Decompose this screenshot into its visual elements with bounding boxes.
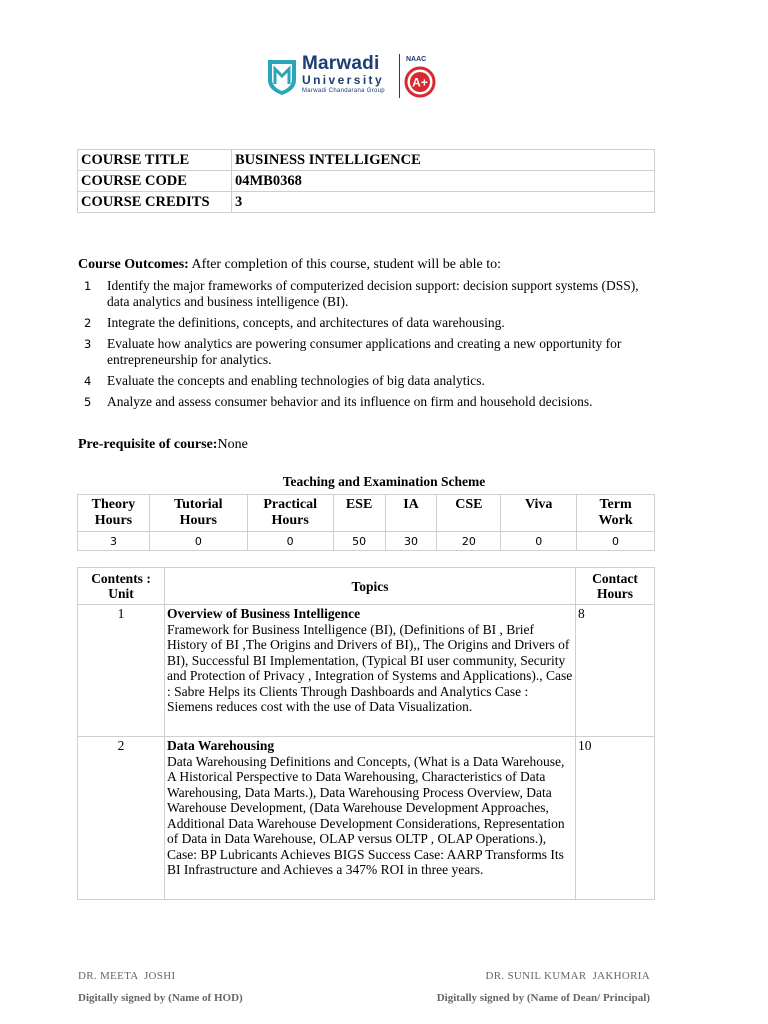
topic-cell	[165, 737, 576, 900]
outcome-text: Identify the major frameworks of computerized decision support: decision support systems (DSS), data analytics and business intelligence (BI).	[107, 278, 639, 309]
topic-title: Overview of Business Intelligence	[167, 606, 361, 621]
outcome-text: Integrate the definitions, concepts, and architectures of data warehousing.	[107, 315, 505, 330]
topic-title: Data Warehousing	[167, 738, 275, 753]
outcome-number: 3	[84, 337, 92, 351]
contents-header-row	[78, 568, 655, 605]
scheme-header: Tutorial Hours	[149, 495, 247, 532]
unit-number: 1	[78, 605, 165, 737]
outcome-number: 5	[84, 395, 92, 409]
scheme-header: Practical Hours	[247, 495, 333, 532]
hod-signature: Digitally signed by (Name of HOD)	[78, 992, 243, 1004]
university-logo	[266, 52, 446, 102]
outcome-item	[78, 373, 658, 389]
scheme-value: 0	[501, 532, 577, 551]
contents-table	[77, 567, 655, 900]
scheme-header: Term Work	[577, 495, 655, 532]
scheme-value: 50	[333, 532, 385, 551]
teaching-scheme-table	[77, 494, 655, 551]
course-outcomes-intro: After completion of this course, student will be able to:	[188, 257, 502, 272]
dean-signature: Digitally signed by (Name of Dean/ Principal)	[436, 992, 650, 1004]
logo-divider	[399, 54, 400, 98]
outcome-item	[78, 278, 658, 310]
scheme-header: IA	[385, 495, 437, 532]
logo-group: Marwadi Chandarana Group	[302, 88, 385, 94]
scheme-header: ESE	[333, 495, 385, 532]
course-code-label: COURSE CODE	[78, 171, 232, 192]
prerequisite-label: Pre-requisite of course:	[78, 437, 218, 452]
outcome-number: 4	[84, 374, 92, 388]
topic-body: Data Warehousing Definitions and Concepts, (What is a Data Warehouse, A Historical Perspective to Data Warehousing, Characteristics of Data Warehousing, Data Marts.), Data Warehousing Process Overview, Data Warehouse Development, (Data Warehouse Development Approaches, Additional Data Warehouse Development Considerations, Representation of Data in Data Warehouse, OLAP versus OLTP , OLAP Operations.), Case: BP Lubricants Achieves BIGS Success Case: AARP Transforms Its BI Infrastructure and Achieves a 347% ROI in three years.	[167, 753, 565, 877]
scheme-header-row	[78, 495, 655, 532]
scheme-value: 0	[149, 532, 247, 551]
logo-name-line2: University	[302, 73, 385, 87]
topics-header: Topics	[165, 568, 576, 605]
course-code-value: 04MB0368	[232, 171, 655, 192]
hod-name: DR. MEETA JOSHI	[78, 970, 176, 982]
outcome-item	[78, 315, 658, 331]
scheme-header: Viva	[501, 495, 577, 532]
course-credits-value: 3	[232, 192, 655, 213]
course-outcomes-list	[78, 278, 658, 415]
outcome-text: Analyze and assess consumer behavior and its influence on firm and household decisions.	[107, 394, 593, 409]
course-title-label: COURSE TITLE	[78, 150, 232, 171]
contact-hours: 8	[576, 605, 655, 737]
course-credits-label: COURSE CREDITS	[78, 192, 232, 213]
course-outcomes-label: Course Outcomes:	[78, 257, 189, 272]
outcome-text: Evaluate the concepts and enabling technologies of big data analytics.	[107, 373, 485, 388]
outcome-item	[78, 336, 658, 368]
course-info-table	[77, 149, 655, 213]
hours-header: Contact Hours	[576, 568, 655, 605]
outcome-text: Evaluate how analytics are powering consumer applications and creating a new opportunity for entrepreneurship for analytics.	[107, 336, 622, 367]
course-title-value: BUSINESS INTELLIGENCE	[232, 150, 655, 171]
outcome-number: 1	[84, 279, 92, 293]
table-row	[78, 605, 655, 737]
outcome-number: 2	[84, 316, 92, 330]
topic-cell	[165, 605, 576, 737]
scheme-title: Teaching and Examination Scheme	[282, 474, 486, 489]
scheme-values-row	[78, 532, 655, 551]
course-title-row	[78, 150, 655, 171]
logo-name-line1: Marwadi	[302, 53, 380, 74]
course-code-row	[78, 171, 655, 192]
prerequisite	[78, 437, 248, 453]
grade-text: A+	[412, 75, 428, 90]
scheme-header: CSE	[437, 495, 501, 532]
unit-header: Contents : Unit	[78, 568, 165, 605]
scheme-value: 30	[385, 532, 437, 551]
naac-label: NAAC	[406, 56, 427, 63]
topic-body: Framework for Business Intelligence (BI), (Definitions of BI , Brief History of BI ,The Origins and Drivers of BI),, The Origins and Drivers of BI), Successful BI Implementation, (Typical BI user community, Security and Protection of Privacy , Integration of Systems and Applications)., Case : Sabre Helps its Clients Through Dashboards and Analytics Case : Siemens reduces cost with the use of Data Visualization.	[167, 621, 573, 714]
course-credits-row	[78, 192, 655, 213]
scheme-header: Theory Hours	[78, 495, 150, 532]
course-outcomes-heading	[78, 257, 501, 273]
outcome-item	[78, 394, 658, 410]
scheme-value: 3	[78, 532, 150, 551]
dean-name: DR. SUNIL KUMAR JAKHORIA	[485, 970, 650, 982]
prerequisite-value: None	[217, 437, 248, 452]
shield-icon	[266, 58, 298, 96]
table-row	[78, 737, 655, 900]
scheme-value: 0	[577, 532, 655, 551]
grade-badge-icon	[404, 66, 436, 98]
contact-hours: 10	[576, 737, 655, 900]
scheme-value: 0	[247, 532, 333, 551]
unit-number: 2	[78, 737, 165, 900]
scheme-value: 20	[437, 532, 501, 551]
